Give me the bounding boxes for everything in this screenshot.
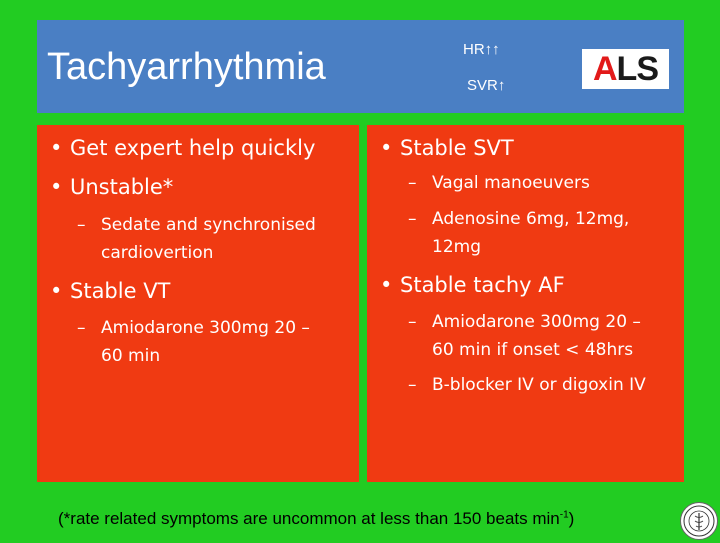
seal-emblem-icon bbox=[680, 502, 718, 540]
hr-indicator: HR↑↑ bbox=[463, 41, 500, 58]
right-panel bbox=[367, 125, 684, 482]
sub-bullet-item: – Amiodarone 300mg 20 – bbox=[408, 312, 641, 332]
sub-bullet-item: – B-blocker IV or digoxin IV bbox=[408, 375, 646, 395]
sub-bullet-continuation: 12mg bbox=[432, 237, 481, 257]
als-logo: A LS bbox=[582, 49, 669, 89]
title-banner bbox=[37, 20, 684, 113]
bullet-item: • Stable SVT bbox=[380, 136, 514, 160]
bullet-item: • Stable tachy AF bbox=[380, 273, 565, 297]
sub-bullet-item: – Amiodarone 300mg 20 – bbox=[77, 318, 310, 338]
sub-bullet-continuation: 60 min if onset < 48hrs bbox=[432, 340, 634, 360]
footnote: (*rate related symptoms are uncommon at less than 150 beats $\min^{-1}$) bbox=[58, 509, 575, 528]
sub-bullet-item: – Vagal manoeuvers bbox=[408, 173, 590, 193]
sub-bullet-item: – Adenosine 6mg, 12mg, bbox=[408, 209, 630, 229]
bullet-item: • Get expert help quickly bbox=[50, 136, 316, 160]
sub-bullet-item: – Sedate and synchronised bbox=[77, 215, 316, 235]
sub-bullet-continuation: 60 min bbox=[101, 346, 161, 366]
slide-title: Tachyarrhythmia bbox=[47, 46, 326, 88]
bullet-item: • Stable VT bbox=[50, 279, 171, 303]
bullet-item: • Unstable* bbox=[50, 175, 174, 199]
sub-bullet-continuation: cardiovertion bbox=[101, 243, 214, 263]
left-panel bbox=[37, 125, 359, 482]
svr-indicator: SVR↑ bbox=[467, 77, 506, 94]
